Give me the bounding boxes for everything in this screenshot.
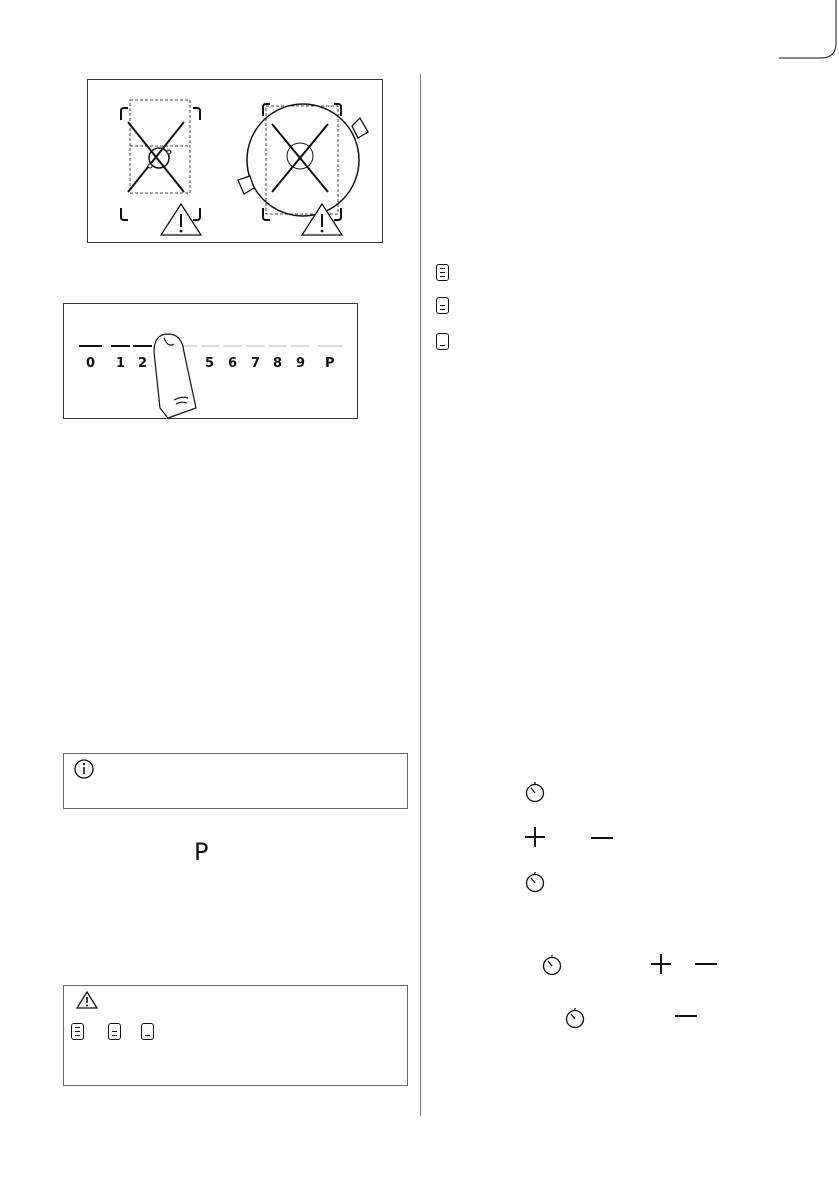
column-divider (420, 74, 421, 1116)
scale-label-9: 9 (296, 356, 306, 371)
cross-icon (272, 124, 328, 192)
timer-icon (541, 953, 563, 977)
residual-heat-low-icon (141, 1023, 154, 1040)
residual-heat-medium-icon (108, 1023, 121, 1040)
minus-icon (591, 836, 613, 840)
power-boost-symbol: P (194, 838, 209, 866)
scale-label-1: 1 (116, 356, 126, 371)
warning-triangle-icon (75, 990, 99, 1010)
scale-label-P: P (325, 356, 335, 371)
cookware-illustration (87, 79, 383, 243)
scale-label-0: 0 (86, 356, 96, 371)
timer-icon (524, 870, 546, 894)
timer-icon (564, 1006, 586, 1030)
crop-mark (779, 0, 839, 60)
cross-icon (128, 122, 184, 192)
minus-icon (695, 962, 717, 966)
plus-icon (650, 953, 672, 975)
residual-heat-medium-icon (436, 297, 449, 314)
scale-label-6: 6 (228, 356, 238, 371)
residual-heat-high-icon (436, 264, 449, 281)
warning-note-box (63, 985, 408, 1086)
minus-icon (675, 1014, 697, 1018)
plus-icon (524, 826, 546, 848)
control-bar-illustration (63, 303, 358, 419)
residual-heat-high-icon (71, 1023, 84, 1040)
scale-label-2: 2 (138, 356, 148, 371)
scale-label-5: 5 (205, 356, 215, 371)
residual-heat-low-icon (436, 333, 449, 350)
finger-illustration (154, 334, 196, 418)
timer-icon (524, 780, 546, 804)
info-icon (73, 758, 95, 780)
scale-label-8: 8 (273, 356, 283, 371)
info-note-box (63, 753, 408, 809)
scale-label-7: 7 (251, 356, 261, 371)
